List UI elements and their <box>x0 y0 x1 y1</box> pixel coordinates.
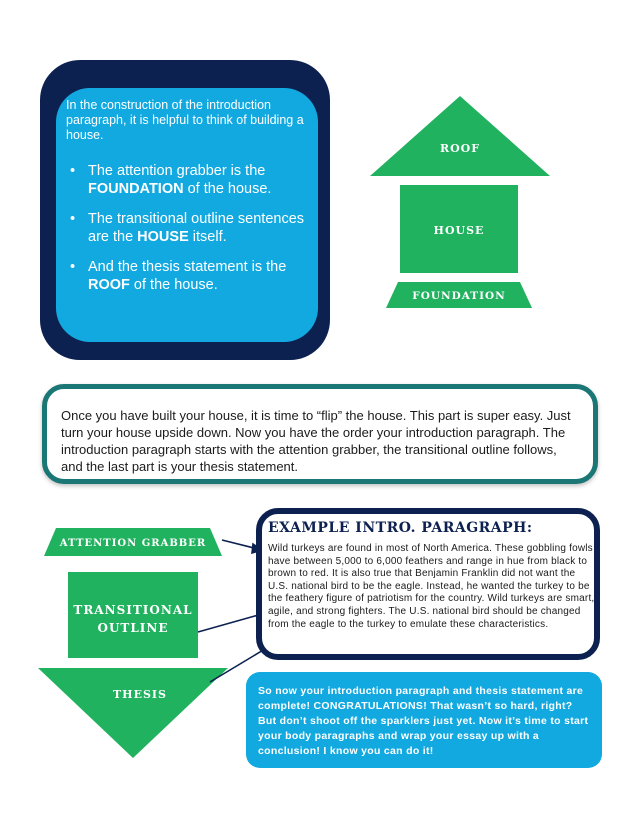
bullet-dot-icon: • <box>70 211 76 227</box>
example-paragraph-box <box>256 508 600 660</box>
roof-label: ROOF <box>439 142 481 155</box>
bullet-house: • The transitional outline sentences are the HOUSE itself. <box>70 211 305 245</box>
roof-shape <box>370 96 550 176</box>
example-body-text: Wild turkeys are found in most of North America. These gobbling fowls have between 5,000 to 6,000 feathers and range in hue from black to brown to red. It is also true that Benjamin Franklin did not want the U.S. national bird to be the eagle. Instead, he wanted the turkey to be the feathery figure of patriotism for the country. Wild turkeys are smart, agile, and strong fighters. The U.S. national bird should be changed from the eagle to the turkey to emulate these characteristics. <box>268 543 595 630</box>
callout-text: Once you have built your house, it is time to “flip” the house. This part is super easy. Just turn your house upside down. Now you have the order your introduction paragraph. The introduction paragraph starts with the attention grabber, the transitional outline follows, and the last part is your thesis statement. <box>61 408 571 474</box>
transitional-label-line2: OUTLINE <box>97 621 169 635</box>
transitional-label-line1: TRANSITIONAL <box>73 603 193 617</box>
thesis-label: THESIS <box>113 688 167 701</box>
house-label: HOUSE <box>433 224 485 237</box>
bullet-foundation: • The attention grabber is the FOUNDATION of the house. <box>70 163 272 197</box>
foundation-label: FOUNDATION <box>412 290 506 302</box>
congrats-text: So now your introduction paragraph and thesis statement are complete! CONGRATULATIONS! That wasn’t so hard, right? But don’t shoot off the sparklers just yet. Now it’s time to start your body paragraphs and wrap your essay up with a conclusion! I know you can do it! <box>258 685 589 757</box>
bullet-dot-icon: • <box>70 259 76 275</box>
arrow-transitional <box>198 614 262 632</box>
thesis-shape <box>38 668 228 758</box>
flip-callout-box <box>42 384 598 484</box>
bullet-roof: • And the thesis statement is the ROOF of the house. <box>70 259 287 293</box>
example-title: EXAMPLE INTRO. PARAGRAPH: <box>268 520 533 536</box>
intro-lead-text: In the construction of the introduction paragraph, it is helpful to think of building a house. <box>66 98 304 142</box>
bullet-dot-icon: • <box>70 163 76 179</box>
attention-grabber-label: ATTENTION GRABBER <box>59 538 207 549</box>
congrats-box <box>246 672 602 768</box>
